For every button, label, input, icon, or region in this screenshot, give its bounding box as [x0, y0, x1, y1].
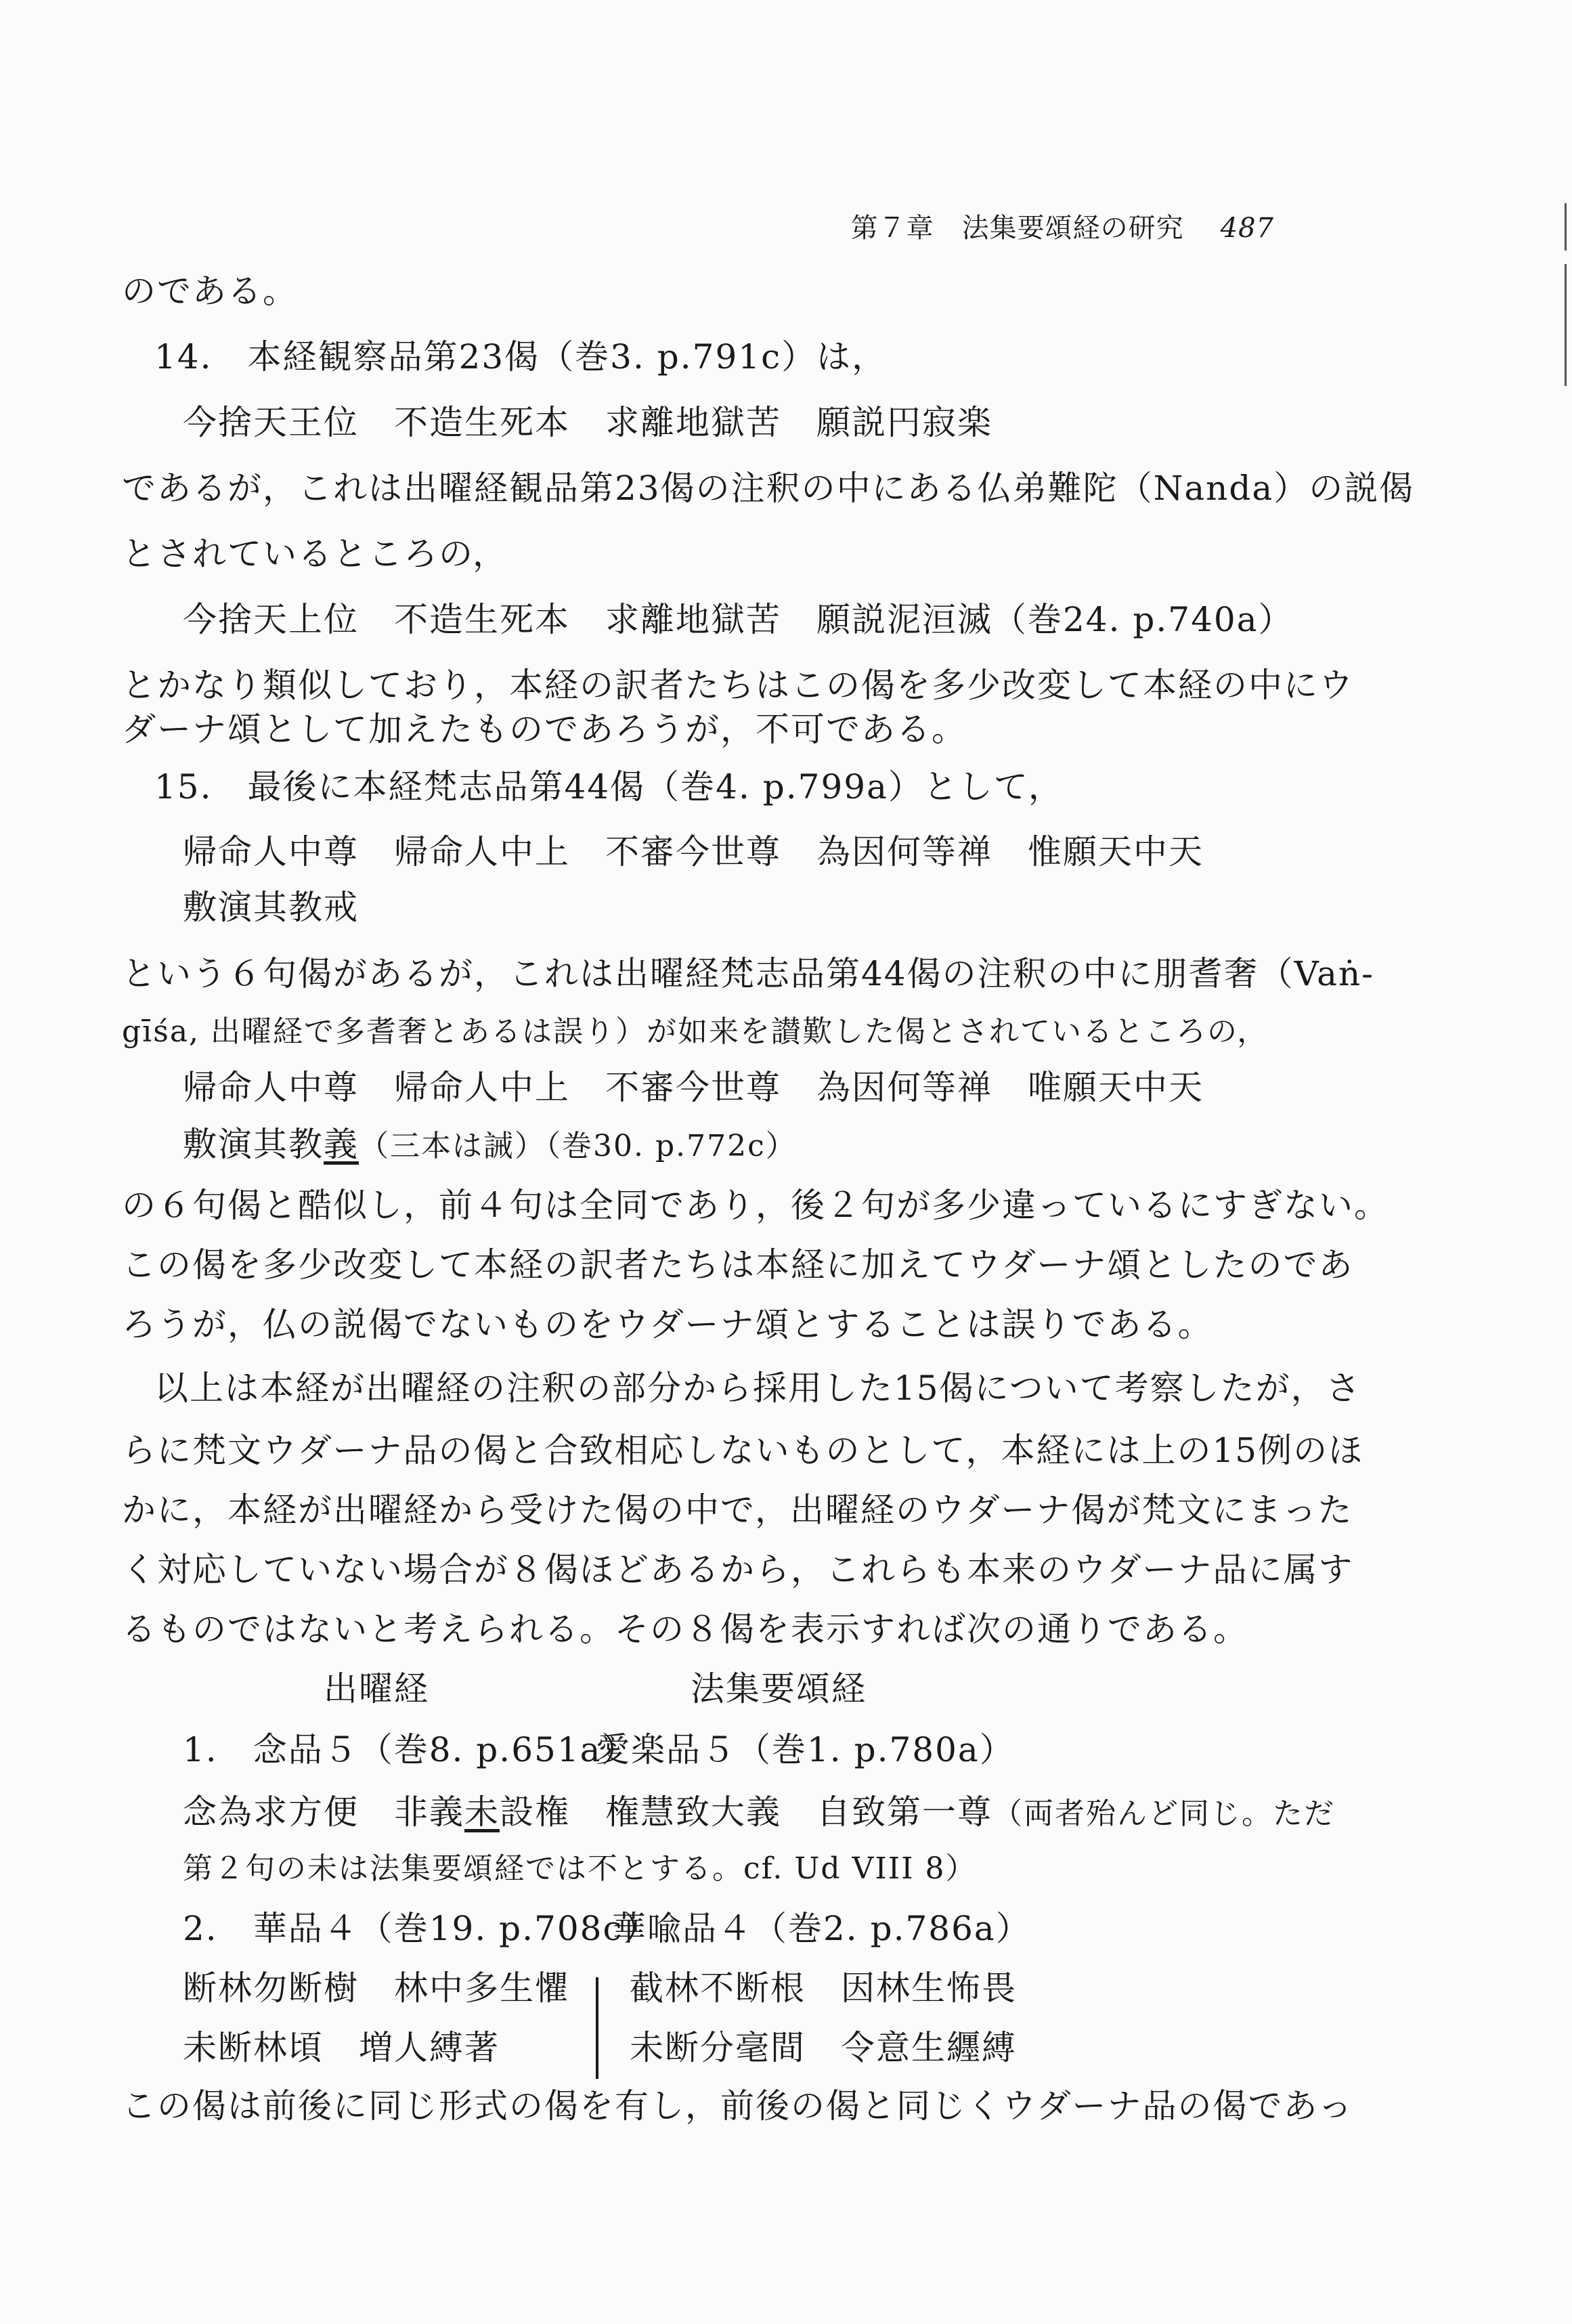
scan-edge-mark: [1565, 203, 1567, 251]
item-heading-left: 1. 念品５（巻8. p.651a）: [183, 1730, 637, 1769]
verse-line: 帰命人中尊 帰命人中上 不審今世尊 為因何等禅 惟願天中天: [183, 832, 1204, 872]
underlined-char: 未: [464, 1792, 500, 1832]
text-line: らに梵文ウダーナ品の偈と合致相応しないものとして，本経には上の15例のほ: [122, 1431, 1364, 1470]
verse-note: （両者殆んど同じ。ただ: [992, 1796, 1335, 1831]
chapter-title: 第７章 法集要頌経の研究: [850, 213, 1184, 244]
column-heading-right: 法集要頌経: [691, 1669, 867, 1708]
note-line: 第２句の未は法集要頌経では不とする。cf. Ud VIII 8）: [183, 1851, 977, 1886]
text-line: であるが，これは出曜経観品第23偈の注釈の中にある仏弟難陀（Nanda）の説偈: [122, 469, 1415, 508]
text-line: gīśa, 出曜経で多耆奢とあるは誤り）が如来を讃歎した偈とされているところの，: [122, 1014, 1269, 1049]
verse-line: [183, 1792, 1335, 1834]
text-line: とされているところの，: [122, 534, 508, 574]
verse-note: （三本は誡）（巻30. p.772c）: [359, 1129, 797, 1163]
text-line: という６句偈があるが，これは出曜経梵志品第44偈の注釈の中に朋耆奢（Vaṅ-: [122, 954, 1375, 993]
verse-left: 未断林頃 増人縛著: [183, 2028, 500, 2067]
verse-left: 断林勿断樹 林中多生懼: [183, 1968, 570, 2008]
item-heading-right: 愛楽品５（巻1. p.780a）: [596, 1730, 1015, 1769]
verse-line: 今捨天上位 不造生死本 求離地獄苦 願説泥洹滅（巻24. p.740a）: [183, 600, 1294, 639]
text-line: かに，本経が出曜経から受けた偈の中で，出曜経のウダーナ偈が梵文にまった: [122, 1490, 1353, 1530]
text-line: この偈を多少改変して本経の訳者たちは本経に加えてウダーナ頌としたのであ: [122, 1245, 1354, 1285]
text-line: く対応していない場合が８偈ほどあるから，これらも本来のウダーナ品に属す: [122, 1550, 1354, 1589]
item-heading-right: 華喩品４（巻2. p.786a）: [612, 1909, 1031, 1948]
column-heading-left: 出曜経: [324, 1669, 429, 1708]
text-line: 15. 最後に本経梵志品第44偈（巻4. p.799a）として，: [154, 767, 1064, 806]
verse-line: 今捨天王位 不造生死本 求離地獄苦 願説円寂楽: [183, 403, 992, 442]
page-number: 487: [1220, 213, 1274, 244]
verse-right: 未断分毫間 令意生纒縛: [630, 2028, 1017, 2067]
verse-text: 敷演其教: [183, 1125, 324, 1164]
text-line: 以上は本経が出曜経の注釈の部分から採用した15偈について考察したが，さ: [154, 1369, 1361, 1408]
text-line: ろうが，仏の説偈でないものをウダーナ頌とすることは誤りである。: [122, 1305, 1213, 1344]
text-line: とかなり類似しており，本経の訳者たちはこの偈を多少改変して本経の中にウ: [122, 666, 1354, 705]
running-header: [851, 207, 1274, 245]
verse-text: 念為求方便 非義: [183, 1792, 464, 1832]
text-line: ダーナ頌として加えたものであろうが，不可である。: [122, 710, 967, 749]
column-divider: [596, 1977, 598, 2079]
verse-line: 敷演其教戒: [183, 888, 359, 927]
underlined-char: 義: [324, 1125, 359, 1164]
item-heading-left: 2. 華品４（巻19. p.708c）: [183, 1909, 659, 1948]
scan-edge-mark: [1565, 264, 1567, 386]
verse-line: 帰命人中尊 帰命人中上 不審今世尊 為因何等禅 唯願天中天: [183, 1068, 1204, 1107]
verse-text: 設権 権慧致大義 自致第一尊: [500, 1792, 992, 1832]
text-line: るものではないと考えられる。その８偈を表示すれば次の通りである。: [122, 1610, 1248, 1649]
verse-right: 截林不断根 因林生怖畏: [630, 1968, 1017, 2008]
verse-line: [183, 1124, 797, 1167]
text-line: 14. 本経観察品第23偈（巻3. p.791c）は，: [154, 337, 888, 376]
text-line: のである。: [122, 272, 298, 311]
text-line: の６句偈と酷似し，前４句は全同であり，後２句が多少違っているにすぎない。: [122, 1186, 1389, 1225]
text-line: この偈は前後に同じ形式の偈を有し，前後の偈と同じくウダーナ品の偈であっ: [122, 2086, 1353, 2126]
